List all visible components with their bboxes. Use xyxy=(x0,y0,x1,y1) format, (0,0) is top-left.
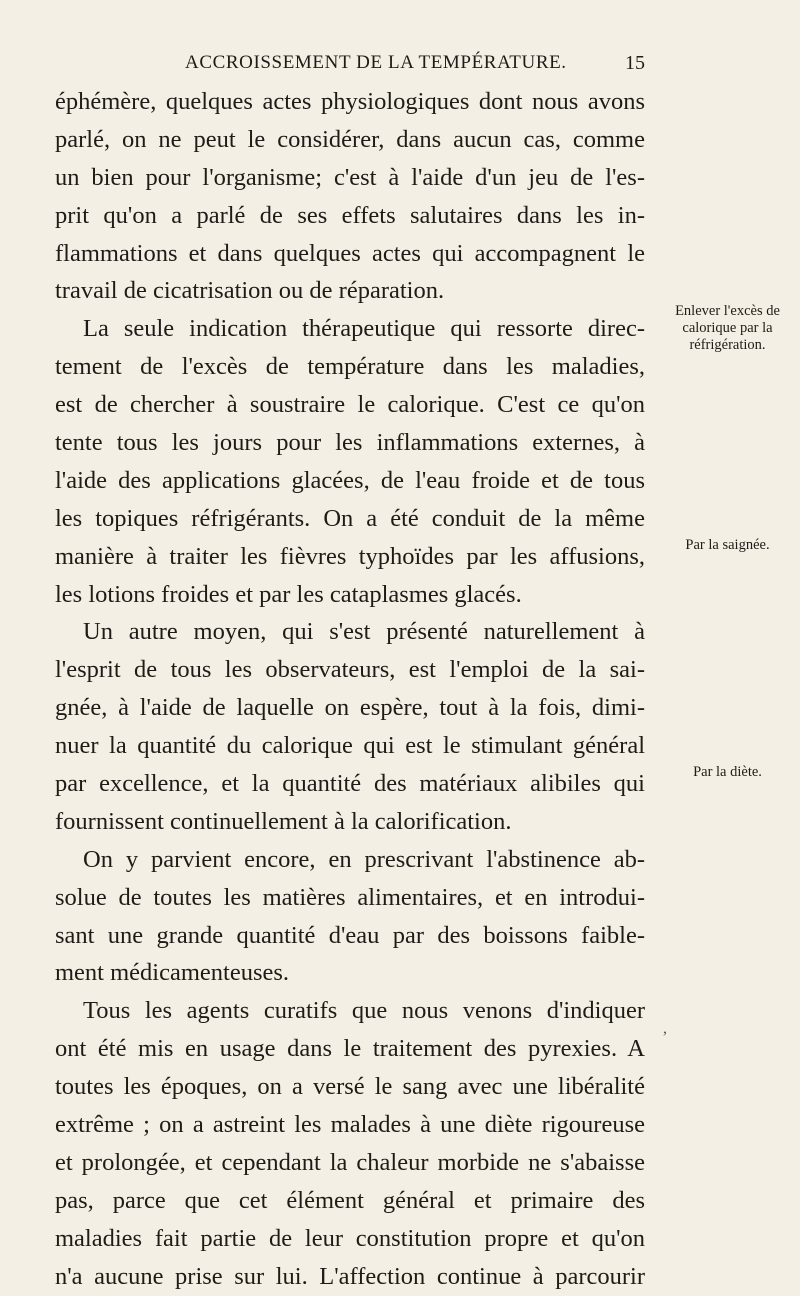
text-line: maladies fait partie de leur constitution propre et qu'on xyxy=(55,1224,645,1252)
text-line: tente tous les jours pour les inflammations externes, à xyxy=(55,429,645,457)
running-title: ACCROISSEMENT DE LA TEMPÉRATURE. xyxy=(185,52,567,73)
text-line: les topiques réfrigérants. On a été conduit de la même xyxy=(55,504,645,532)
text-line: et prolongée, et cependant la chaleur morbide ne s'abaisse xyxy=(55,1148,645,1176)
text-line: un bien pour l'organisme; c'est à l'aide d'un jeu de l'es- xyxy=(55,163,645,191)
text-line: La seule indication thérapeutique qui ressorte direc- xyxy=(83,315,645,343)
text-line: tement de l'excès de température dans les maladies, xyxy=(55,353,645,381)
text-line: Un autre moyen, qui s'est présenté naturellement à xyxy=(83,618,645,646)
text-line: extrême ; on a astreint les malades à une diète rigoureuse xyxy=(55,1111,645,1139)
text-line: flammations et dans quelques actes qui accompagnent le xyxy=(55,239,645,267)
text-line: pas, parce que cet élément général et primaire des xyxy=(55,1186,645,1214)
text-line: travail de cicatrisation ou de réparation. xyxy=(55,277,445,305)
margin-note-saignee: Par la saignée. xyxy=(685,537,770,553)
margin-note-refrigeration: Enlever l'excès de calorique par la réfrigération. xyxy=(675,303,780,353)
text-line: ont été mis en usage dans le traitement des pyrexies. A xyxy=(55,1035,645,1063)
text-line: parlé, on ne peut le considérer, dans aucun cas, comme xyxy=(55,125,645,153)
text-line: prit qu'on a parlé de ses effets salutaires dans les in- xyxy=(55,201,645,229)
text-line: n'a aucune prise sur lui. L'affection continue à parcourir xyxy=(55,1262,645,1290)
text-line: par excellence, et la quantité des matériaux alibiles qui xyxy=(55,770,645,798)
text-line: nuer la quantité du calorique qui est le stimulant général xyxy=(55,732,645,760)
text-line: éphémère, quelques actes physiologiques dont nous avons xyxy=(55,88,645,115)
text-line: est de chercher à soustraire le calorique. C'est ce qu'on xyxy=(55,391,645,419)
text-line: fournissent continuellement à la calorification. xyxy=(55,807,512,835)
text-line: l'esprit de tous les observateurs, est l'emploi de la sai- xyxy=(55,656,645,684)
running-header xyxy=(55,52,645,80)
margin-note-diete: Par la diète. xyxy=(693,764,762,780)
body-text xyxy=(55,83,645,1296)
text-line: manière à traiter les fièvres typhoïdes par les affusions, xyxy=(55,542,645,570)
text-line: les lotions froides et par les cataplasmes glacés. xyxy=(55,580,522,608)
text-line: solue de toutes les matières alimentaires, et en introdui- xyxy=(55,883,645,911)
ink-speck: , xyxy=(663,1020,667,1037)
text-line: toutes les époques, on a versé le sang avec une libéralité xyxy=(55,1073,645,1101)
text-line: l'aide des applications glacées, de l'eau froide et de tous xyxy=(55,466,645,494)
text-line: ment médicamenteuses. xyxy=(55,959,290,987)
text-line: sant une grande quantité d'eau par des boissons faible- xyxy=(55,921,645,949)
text-line: gnée, à l'aide de laquelle on espère, tout à la fois, dimi- xyxy=(55,694,645,722)
page-number: 15 xyxy=(625,52,645,74)
text-line: On y parvient encore, en prescrivant l'abstinence ab- xyxy=(83,845,645,873)
text-line: Tous les agents curatifs que nous venons d'indiquer xyxy=(83,997,645,1025)
